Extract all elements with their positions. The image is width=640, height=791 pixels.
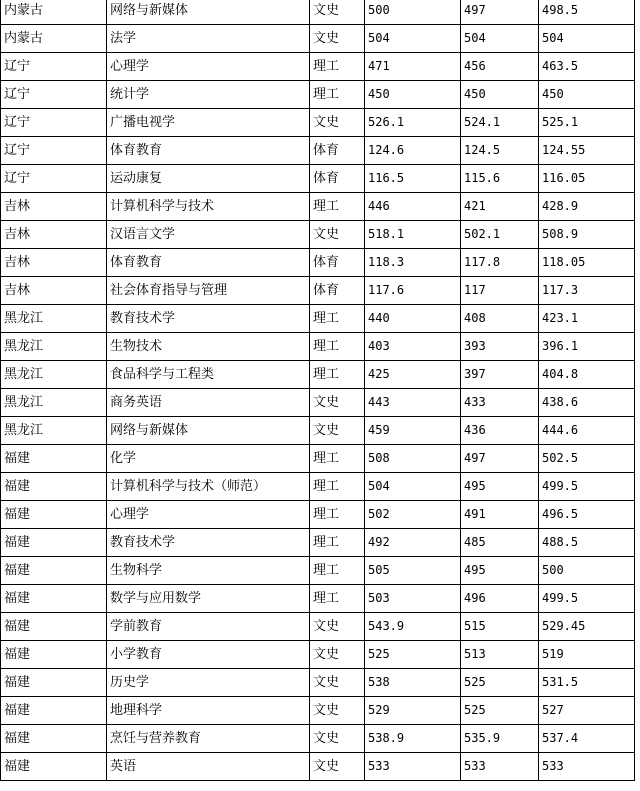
min-score-cell: 433 <box>461 389 539 417</box>
table-row <box>1 473 635 501</box>
category-cell: 理工 <box>310 81 365 109</box>
min-score-cell: 450 <box>461 81 539 109</box>
major-cell: 心理学 <box>107 53 310 81</box>
province-cell: 吉林 <box>1 249 107 277</box>
category-cell: 理工 <box>310 529 365 557</box>
category-cell: 文史 <box>310 725 365 753</box>
table-row <box>1 697 635 725</box>
province-cell: 内蒙古 <box>1 0 107 25</box>
category-cell: 文史 <box>310 613 365 641</box>
min-score-cell: 504 <box>461 25 539 53</box>
category-cell: 理工 <box>310 473 365 501</box>
major-cell: 计算机科学与技术 <box>107 193 310 221</box>
max-score-cell: 443 <box>365 389 461 417</box>
major-cell: 食品科学与工程类 <box>107 361 310 389</box>
avg-score-cell: 502.5 <box>539 445 635 473</box>
province-cell: 福建 <box>1 557 107 585</box>
max-score-cell: 538 <box>365 669 461 697</box>
table-row <box>1 389 635 417</box>
max-score-cell: 118.3 <box>365 249 461 277</box>
province-cell: 辽宁 <box>1 109 107 137</box>
max-score-cell: 543.9 <box>365 613 461 641</box>
avg-score-cell: 450 <box>539 81 635 109</box>
avg-score-cell: 124.55 <box>539 137 635 165</box>
table-row <box>1 81 635 109</box>
avg-score-cell: 117.3 <box>539 277 635 305</box>
avg-score-cell: 499.5 <box>539 585 635 613</box>
max-score-cell: 116.5 <box>365 165 461 193</box>
province-cell: 黑龙江 <box>1 333 107 361</box>
max-score-cell: 538.9 <box>365 725 461 753</box>
table-row <box>1 417 635 445</box>
min-score-cell: 495 <box>461 557 539 585</box>
table-row <box>1 109 635 137</box>
max-score-cell: 505 <box>365 557 461 585</box>
table-row <box>1 333 635 361</box>
avg-score-cell: 116.05 <box>539 165 635 193</box>
max-score-cell: 518.1 <box>365 221 461 249</box>
max-score-cell: 526.1 <box>365 109 461 137</box>
max-score-cell: 529 <box>365 697 461 725</box>
min-score-cell: 495 <box>461 473 539 501</box>
major-cell: 教育技术学 <box>107 529 310 557</box>
table-row <box>1 361 635 389</box>
max-score-cell: 525 <box>365 641 461 669</box>
max-score-cell: 459 <box>365 417 461 445</box>
avg-score-cell: 396.1 <box>539 333 635 361</box>
min-score-cell: 393 <box>461 333 539 361</box>
province-cell: 福建 <box>1 585 107 613</box>
category-cell: 文史 <box>310 669 365 697</box>
province-cell: 辽宁 <box>1 165 107 193</box>
avg-score-cell: 438.6 <box>539 389 635 417</box>
category-cell: 文史 <box>310 417 365 445</box>
category-cell: 理工 <box>310 53 365 81</box>
category-cell: 理工 <box>310 501 365 529</box>
major-cell: 英语 <box>107 753 310 781</box>
min-score-cell: 408 <box>461 305 539 333</box>
max-score-cell: 492 <box>365 529 461 557</box>
major-cell: 化学 <box>107 445 310 473</box>
table-row <box>1 221 635 249</box>
avg-score-cell: 519 <box>539 641 635 669</box>
min-score-cell: 456 <box>461 53 539 81</box>
category-cell: 理工 <box>310 585 365 613</box>
province-cell: 福建 <box>1 501 107 529</box>
max-score-cell: 500 <box>365 0 461 25</box>
major-cell: 网络与新媒体 <box>107 0 310 25</box>
max-score-cell: 502 <box>365 501 461 529</box>
avg-score-cell: 533 <box>539 753 635 781</box>
category-cell: 体育 <box>310 277 365 305</box>
category-cell: 文史 <box>310 753 365 781</box>
province-cell: 内蒙古 <box>1 25 107 53</box>
min-score-cell: 496 <box>461 585 539 613</box>
major-cell: 生物科学 <box>107 557 310 585</box>
table-row <box>1 193 635 221</box>
avg-score-cell: 496.5 <box>539 501 635 529</box>
major-cell: 教育技术学 <box>107 305 310 333</box>
province-cell: 福建 <box>1 529 107 557</box>
major-cell: 生物技术 <box>107 333 310 361</box>
category-cell: 文史 <box>310 389 365 417</box>
category-cell: 体育 <box>310 249 365 277</box>
min-score-cell: 124.5 <box>461 137 539 165</box>
province-cell: 辽宁 <box>1 53 107 81</box>
min-score-cell: 491 <box>461 501 539 529</box>
min-score-cell: 436 <box>461 417 539 445</box>
table-row <box>1 305 635 333</box>
table-row <box>1 53 635 81</box>
province-cell: 福建 <box>1 669 107 697</box>
avg-score-cell: 500 <box>539 557 635 585</box>
avg-score-cell: 537.4 <box>539 725 635 753</box>
table-row <box>1 137 635 165</box>
category-cell: 理工 <box>310 305 365 333</box>
major-cell: 小学教育 <box>107 641 310 669</box>
category-cell: 文史 <box>310 25 365 53</box>
major-cell: 烹饪与营养教育 <box>107 725 310 753</box>
max-score-cell: 533 <box>365 753 461 781</box>
province-cell: 辽宁 <box>1 81 107 109</box>
major-cell: 统计学 <box>107 81 310 109</box>
category-cell: 理工 <box>310 361 365 389</box>
category-cell: 文史 <box>310 0 365 25</box>
min-score-cell: 117.8 <box>461 249 539 277</box>
province-cell: 福建 <box>1 473 107 501</box>
province-cell: 福建 <box>1 641 107 669</box>
table-row <box>1 249 635 277</box>
avg-score-cell: 525.1 <box>539 109 635 137</box>
avg-score-cell: 527 <box>539 697 635 725</box>
category-cell: 理工 <box>310 557 365 585</box>
category-cell: 理工 <box>310 445 365 473</box>
major-cell: 体育教育 <box>107 249 310 277</box>
province-cell: 福建 <box>1 725 107 753</box>
category-cell: 理工 <box>310 333 365 361</box>
min-score-cell: 525 <box>461 669 539 697</box>
max-score-cell: 446 <box>365 193 461 221</box>
table-row <box>1 585 635 613</box>
province-cell: 辽宁 <box>1 137 107 165</box>
table-row <box>1 0 635 25</box>
avg-score-cell: 463.5 <box>539 53 635 81</box>
avg-score-cell: 498.5 <box>539 0 635 25</box>
major-cell: 运动康复 <box>107 165 310 193</box>
avg-score-cell: 504 <box>539 25 635 53</box>
avg-score-cell: 529.45 <box>539 613 635 641</box>
table-row <box>1 753 635 781</box>
max-score-cell: 471 <box>365 53 461 81</box>
major-cell: 学前教育 <box>107 613 310 641</box>
table-body <box>1 0 635 781</box>
min-score-cell: 421 <box>461 193 539 221</box>
min-score-cell: 533 <box>461 753 539 781</box>
min-score-cell: 497 <box>461 0 539 25</box>
major-cell: 广播电视学 <box>107 109 310 137</box>
min-score-cell: 117 <box>461 277 539 305</box>
table-row <box>1 557 635 585</box>
table-row <box>1 165 635 193</box>
avg-score-cell: 508.9 <box>539 221 635 249</box>
category-cell: 文史 <box>310 221 365 249</box>
major-cell: 历史学 <box>107 669 310 697</box>
min-score-cell: 485 <box>461 529 539 557</box>
max-score-cell: 124.6 <box>365 137 461 165</box>
min-score-cell: 524.1 <box>461 109 539 137</box>
table-row <box>1 613 635 641</box>
province-cell: 吉林 <box>1 193 107 221</box>
table-row <box>1 725 635 753</box>
category-cell: 文史 <box>310 697 365 725</box>
major-cell: 体育教育 <box>107 137 310 165</box>
major-cell: 心理学 <box>107 501 310 529</box>
max-score-cell: 403 <box>365 333 461 361</box>
major-cell: 网络与新媒体 <box>107 417 310 445</box>
province-cell: 吉林 <box>1 221 107 249</box>
avg-score-cell: 118.05 <box>539 249 635 277</box>
max-score-cell: 440 <box>365 305 461 333</box>
min-score-cell: 525 <box>461 697 539 725</box>
avg-score-cell: 488.5 <box>539 529 635 557</box>
table-row <box>1 277 635 305</box>
max-score-cell: 117.6 <box>365 277 461 305</box>
avg-score-cell: 423.1 <box>539 305 635 333</box>
table-row <box>1 669 635 697</box>
category-cell: 体育 <box>310 137 365 165</box>
min-score-cell: 497 <box>461 445 539 473</box>
province-cell: 吉林 <box>1 277 107 305</box>
major-cell: 商务英语 <box>107 389 310 417</box>
min-score-cell: 115.6 <box>461 165 539 193</box>
province-cell: 福建 <box>1 697 107 725</box>
major-cell: 法学 <box>107 25 310 53</box>
province-cell: 黑龙江 <box>1 389 107 417</box>
max-score-cell: 503 <box>365 585 461 613</box>
avg-score-cell: 531.5 <box>539 669 635 697</box>
max-score-cell: 508 <box>365 445 461 473</box>
max-score-cell: 504 <box>365 25 461 53</box>
table-row <box>1 641 635 669</box>
min-score-cell: 502.1 <box>461 221 539 249</box>
table-row <box>1 529 635 557</box>
category-cell: 文史 <box>310 641 365 669</box>
category-cell: 文史 <box>310 109 365 137</box>
min-score-cell: 513 <box>461 641 539 669</box>
avg-score-cell: 444.6 <box>539 417 635 445</box>
table-row <box>1 25 635 53</box>
province-cell: 黑龙江 <box>1 361 107 389</box>
max-score-cell: 425 <box>365 361 461 389</box>
table-row <box>1 501 635 529</box>
min-score-cell: 515 <box>461 613 539 641</box>
major-cell: 汉语言文学 <box>107 221 310 249</box>
major-cell: 计算机科学与技术（师范） <box>107 473 310 501</box>
province-cell: 黑龙江 <box>1 305 107 333</box>
province-cell: 福建 <box>1 753 107 781</box>
province-cell: 黑龙江 <box>1 417 107 445</box>
table-row <box>1 445 635 473</box>
province-cell: 福建 <box>1 445 107 473</box>
avg-score-cell: 404.8 <box>539 361 635 389</box>
major-cell: 社会体育指导与管理 <box>107 277 310 305</box>
max-score-cell: 450 <box>365 81 461 109</box>
province-cell: 福建 <box>1 613 107 641</box>
min-score-cell: 535.9 <box>461 725 539 753</box>
major-cell: 数学与应用数学 <box>107 585 310 613</box>
avg-score-cell: 428.9 <box>539 193 635 221</box>
category-cell: 理工 <box>310 193 365 221</box>
max-score-cell: 504 <box>365 473 461 501</box>
major-cell: 地理科学 <box>107 697 310 725</box>
avg-score-cell: 499.5 <box>539 473 635 501</box>
min-score-cell: 397 <box>461 361 539 389</box>
category-cell: 体育 <box>310 165 365 193</box>
